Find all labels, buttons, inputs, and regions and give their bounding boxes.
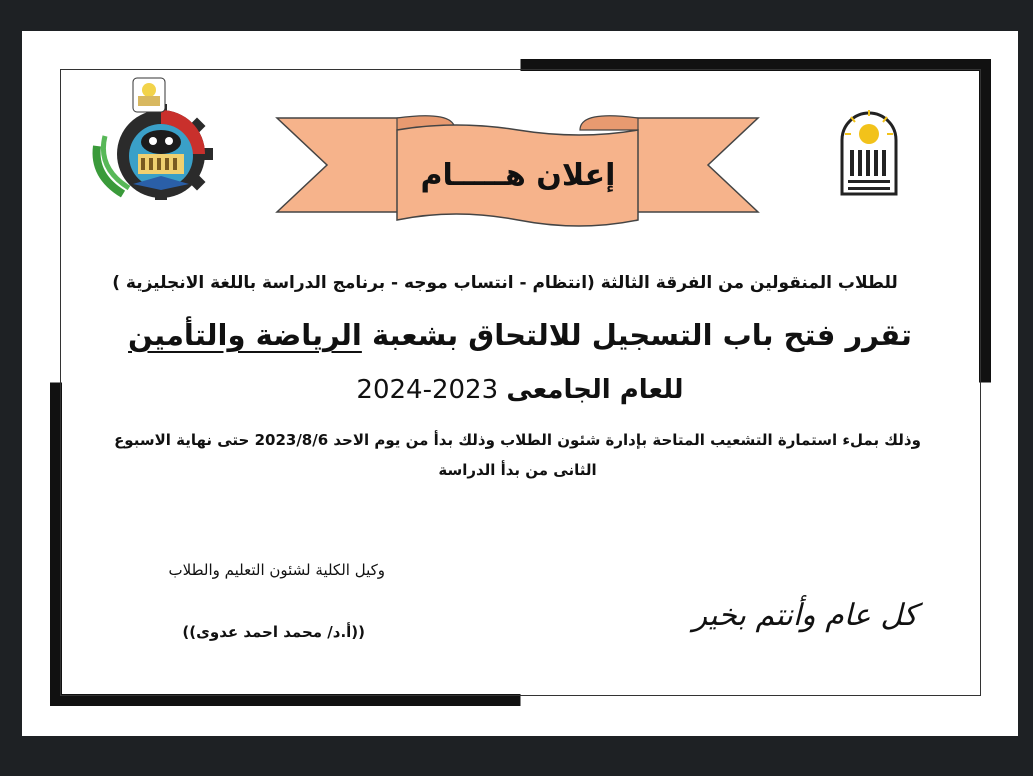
greeting-calligraphy: كل عام وأنتم بخير	[692, 598, 918, 633]
announcement-audience: للطلاب المنقولين من الفرقة الثالثة (انتظام - انتساب موجه - برنامج الدراسة باللغة الانجليزية )	[112, 273, 898, 293]
academic-year	[260, 375, 780, 405]
academic-year-value: 2024-2023	[356, 375, 499, 405]
banner-title: إعلان هـــــام	[420, 158, 616, 193]
assiut-university-logo-icon	[838, 104, 900, 198]
headline-division: الرياضة والتأمين	[128, 318, 362, 352]
headline-main: تقرر فتح باب التسجيل للالتحاق بشعبة	[361, 318, 912, 352]
academic-year-label: للعام الجامعى	[506, 375, 684, 405]
faculty-logo-icon	[83, 76, 221, 201]
registration-details: وذلك بملء استمارة التشعيب المتاحة بإدارة شئون الطلاب وذلك بدأ من يوم الاحد 2023/8/6 حتى نهاية الاسبوع الثانى من بدأ الدراسة	[114, 431, 921, 479]
signatory-name: ((أ.د/ محمد احمد عدوى))	[182, 623, 365, 641]
announcement-headline	[120, 318, 920, 352]
signatory-title: وكيل الكلية لشئون التعليم والطلاب	[168, 561, 385, 579]
